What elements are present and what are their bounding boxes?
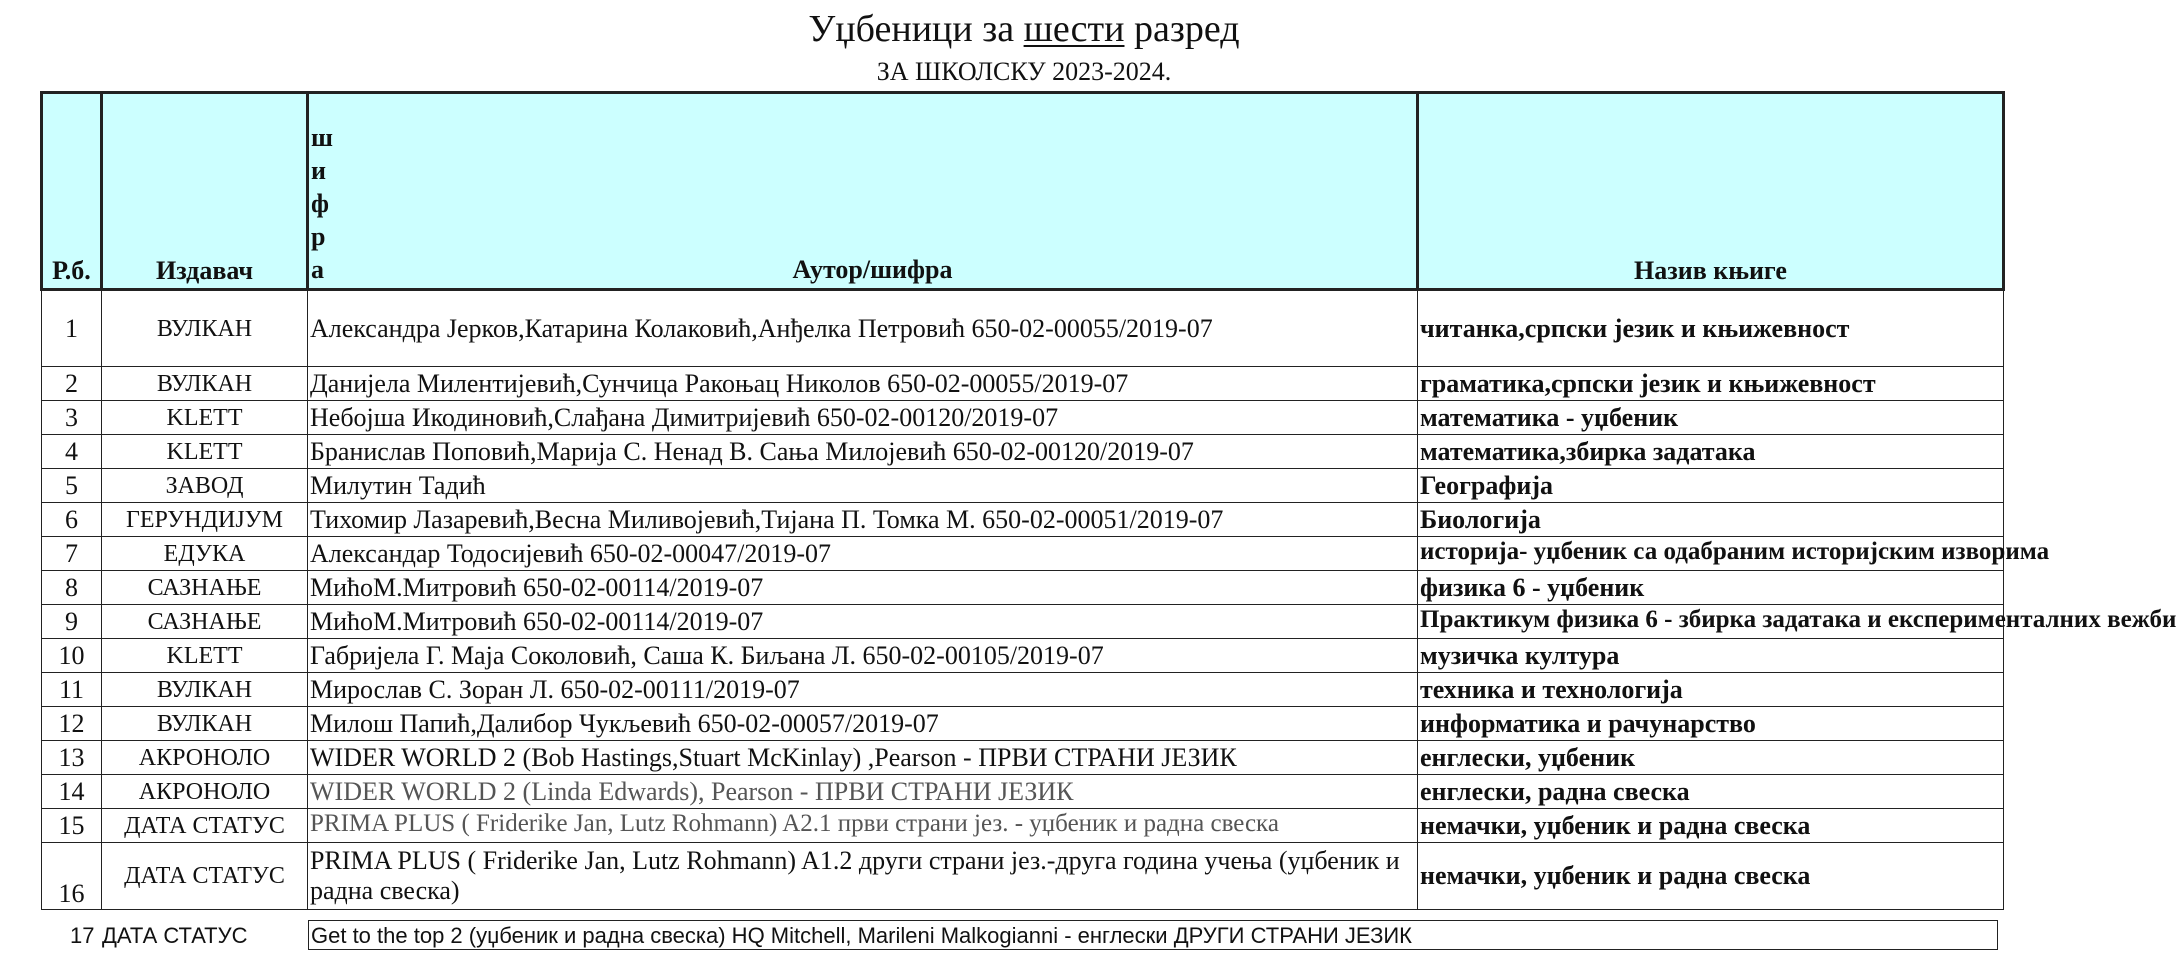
table-row xyxy=(42,537,2004,571)
cell-rb: 9 xyxy=(42,605,102,639)
table-header-row xyxy=(42,93,2004,290)
cell-naziv: физика 6 - уџбеник xyxy=(1418,571,2004,605)
cell-rb: 8 xyxy=(42,571,102,605)
header-naziv: Назив књиге xyxy=(1418,93,2004,290)
table-row xyxy=(42,290,2004,367)
cell-autor: WIDER WORLD 2 (Linda Edwards), Pearson - ПРВИ СТРАНИ ЈЕЗИК xyxy=(308,775,1418,809)
title-part-3: разред xyxy=(1133,8,1240,50)
page-subtitle: ЗА ШКОЛСКУ 2023-2024. xyxy=(876,57,1172,86)
cell-naziv: немачки, уџбеник и радна свеска xyxy=(1418,843,2004,910)
cell-izdavac: САЗНАЊЕ xyxy=(102,605,308,639)
cell-naziv: енглески, уџбеник xyxy=(1418,741,2004,775)
cell-naziv: информатика и рачунарство xyxy=(1418,707,2004,741)
cell-naziv: Биологија xyxy=(1418,503,2004,537)
cell-izdavac: ВУЛКАН xyxy=(102,707,308,741)
cell-rb: 4 xyxy=(42,435,102,469)
cell-rb: 11 xyxy=(42,673,102,707)
cell-autor: Габријела Г. Маја Соколовић, Саша К. Биљана Л. 650-02-00105/2019-07 xyxy=(308,639,1418,673)
cell-naziv: математика,збирка задатака xyxy=(1418,435,2004,469)
cell-autor: Александар Тодосијевић 650-02-00047/2019-07 xyxy=(308,537,1418,571)
cell-izdavac: KLETT xyxy=(102,639,308,673)
cell-izdavac: KLETT xyxy=(102,401,308,435)
cell-autor xyxy=(308,809,1418,843)
shifra-letter: а xyxy=(311,255,324,284)
cell-izdavac: ГЕРУНДИЈУМ xyxy=(102,503,308,537)
cell-rb: 16 xyxy=(42,843,102,910)
header-autor xyxy=(308,93,1418,290)
table-row-extra xyxy=(40,920,2002,952)
cell-autor: PRIMA PLUS ( Friderike Jan, Lutz Rohmann) A1.2 други страни јез.-друга година учења (уџбеник и радна свеска) xyxy=(308,843,1418,910)
cell-naziv: математика - уџбеник xyxy=(1418,401,2004,435)
table-row xyxy=(42,673,2004,707)
page-title xyxy=(0,6,2048,52)
cell-rb: 17 xyxy=(70,923,95,948)
cell-autor: Милутин Тадић xyxy=(308,469,1418,503)
cell-naziv: Географија xyxy=(1418,469,2004,503)
shifra-letter: и xyxy=(311,156,326,185)
header-rb: Р.б. xyxy=(42,93,102,290)
cell-naziv: граматика,српски језик и књижевност xyxy=(1418,367,2004,401)
cell-autor: Милош Папић,Далибор Чукљевић 650-02-00057/2019-07 xyxy=(308,707,1418,741)
cell-autor: Небојша Икодиновић,Слађана Димитријевић 650-02-00120/2019-07 xyxy=(308,401,1418,435)
table-row xyxy=(42,503,2004,537)
title-grade-underlined: шести xyxy=(1023,8,1125,50)
cell-autor: Данијела Милентијевић,Сунчица Ракоњац Николов 650-02-00055/2019-07 xyxy=(308,367,1418,401)
cell-izdavac: АКРОНОЛО xyxy=(102,741,308,775)
table-row xyxy=(42,741,2004,775)
cell-izdavac: ЕДУКА xyxy=(102,537,308,571)
shifra-letter: ф xyxy=(311,189,329,218)
table-row xyxy=(42,775,2004,809)
cell-rb: 6 xyxy=(42,503,102,537)
table-row xyxy=(42,469,2004,503)
cell-autor: Мирослав С. Зоран Л. 650-02-00111/2019-07 xyxy=(308,673,1418,707)
cell-autor: Бранислав Поповић,Марија С. Ненад В. Сања Милојевић 650-02-00120/2019-07 xyxy=(308,435,1418,469)
cell-rb: 10 xyxy=(42,639,102,673)
cell-autor: МићоМ.Митровић 650-02-00114/2019-07 xyxy=(308,605,1418,639)
cell-izdavac: ВУЛКАН xyxy=(102,290,308,367)
table-row xyxy=(42,571,2004,605)
shifra-letter: ш xyxy=(311,123,333,152)
cell-izdavac: САЗНАЊЕ xyxy=(102,571,308,605)
cell-naziv: читанка,српски језик и књижевност xyxy=(1418,290,2004,367)
cell-izdavac: АКРОНОЛО xyxy=(102,775,308,809)
autor-clipped-text: PRIMA PLUS ( Friderike Jan, Lutz Rohmann) A2.1 први страни јез. - уџбеник и радна свеска xyxy=(310,809,1279,837)
naziv-clipped-text: Практикум физика 6 - збирка задатака и експерименталних вежби xyxy=(1420,605,2176,633)
cell-izdavac: ДАТА СТАТУС xyxy=(102,809,308,843)
table-row xyxy=(42,605,2004,639)
cell-izdavac: ЗАВОД xyxy=(102,469,308,503)
header-shifra-vertical xyxy=(311,121,331,286)
table-row xyxy=(42,843,2004,910)
cell-izdavac: ВУЛКАН xyxy=(102,673,308,707)
cell-rb: 5 xyxy=(42,469,102,503)
cell-autor: WIDER WORLD 2 (Bob Hastings,Stuart McKinlay) ,Pearson - ПРВИ СТРАНИ ЈЕЗИК xyxy=(308,741,1418,775)
cell-autor: МићоМ.Митровић 650-02-00114/2019-07 xyxy=(308,571,1418,605)
cell-naziv: енглески, радна свеска xyxy=(1418,775,2004,809)
cell-rb: 12 xyxy=(42,707,102,741)
cell-autor: Тихомир Лазаревић,Весна Миливојевић,Тијана П. Томка М. 650-02-00051/2019-07 xyxy=(308,503,1418,537)
cell-rb: 3 xyxy=(42,401,102,435)
cell-rb: 1 xyxy=(42,290,102,367)
cell-autor: Get to the top 2 (уџбеник и радна свеска) HQ Mitchell, Marileni Malkogianni - енглески ДРУГИ СТРАНИ ЈЕЗИК xyxy=(308,920,1998,950)
naziv-clipped-text: историја- уџбеник са одабраним историјским изворима xyxy=(1420,537,2050,565)
cell-rb: 7 xyxy=(42,537,102,571)
cell-izdavac: ДАТА СТАТУС xyxy=(102,843,308,910)
cell-naziv: техника и технологија xyxy=(1418,673,2004,707)
cell-izdavac: ВУЛКАН xyxy=(102,367,308,401)
table-row xyxy=(42,809,2004,843)
cell-izdavac: KLETT xyxy=(102,435,308,469)
table-row xyxy=(42,401,2004,435)
cell-rb: 15 xyxy=(42,809,102,843)
cell-rb: 13 xyxy=(42,741,102,775)
table-row xyxy=(42,707,2004,741)
cell-naziv xyxy=(1418,605,2176,639)
textbook-table xyxy=(40,91,2176,910)
header-izdavac: Издавач xyxy=(102,93,308,290)
cell-autor: Александра Јерков,Катарина Колаковић,Анђелка Петровић 650-02-00055/2019-07 xyxy=(308,290,1418,367)
cell-rb: 14 xyxy=(42,775,102,809)
cell-naziv: музичка култура xyxy=(1418,639,2004,673)
header-autor-label: Аутор/шифра xyxy=(792,255,953,284)
title-part-1: Уџбеници за xyxy=(808,8,1015,50)
cell-naziv xyxy=(1418,537,2050,571)
cell-rb: 2 xyxy=(42,367,102,401)
table-row xyxy=(42,367,2004,401)
table-row xyxy=(42,639,2004,673)
cell-naziv: немачки, уџбеник и радна свеска xyxy=(1418,809,2004,843)
shifra-letter: р xyxy=(311,222,326,251)
cell-izdavac: ДАТА СТАТУС xyxy=(102,923,248,948)
table-row xyxy=(42,435,2004,469)
